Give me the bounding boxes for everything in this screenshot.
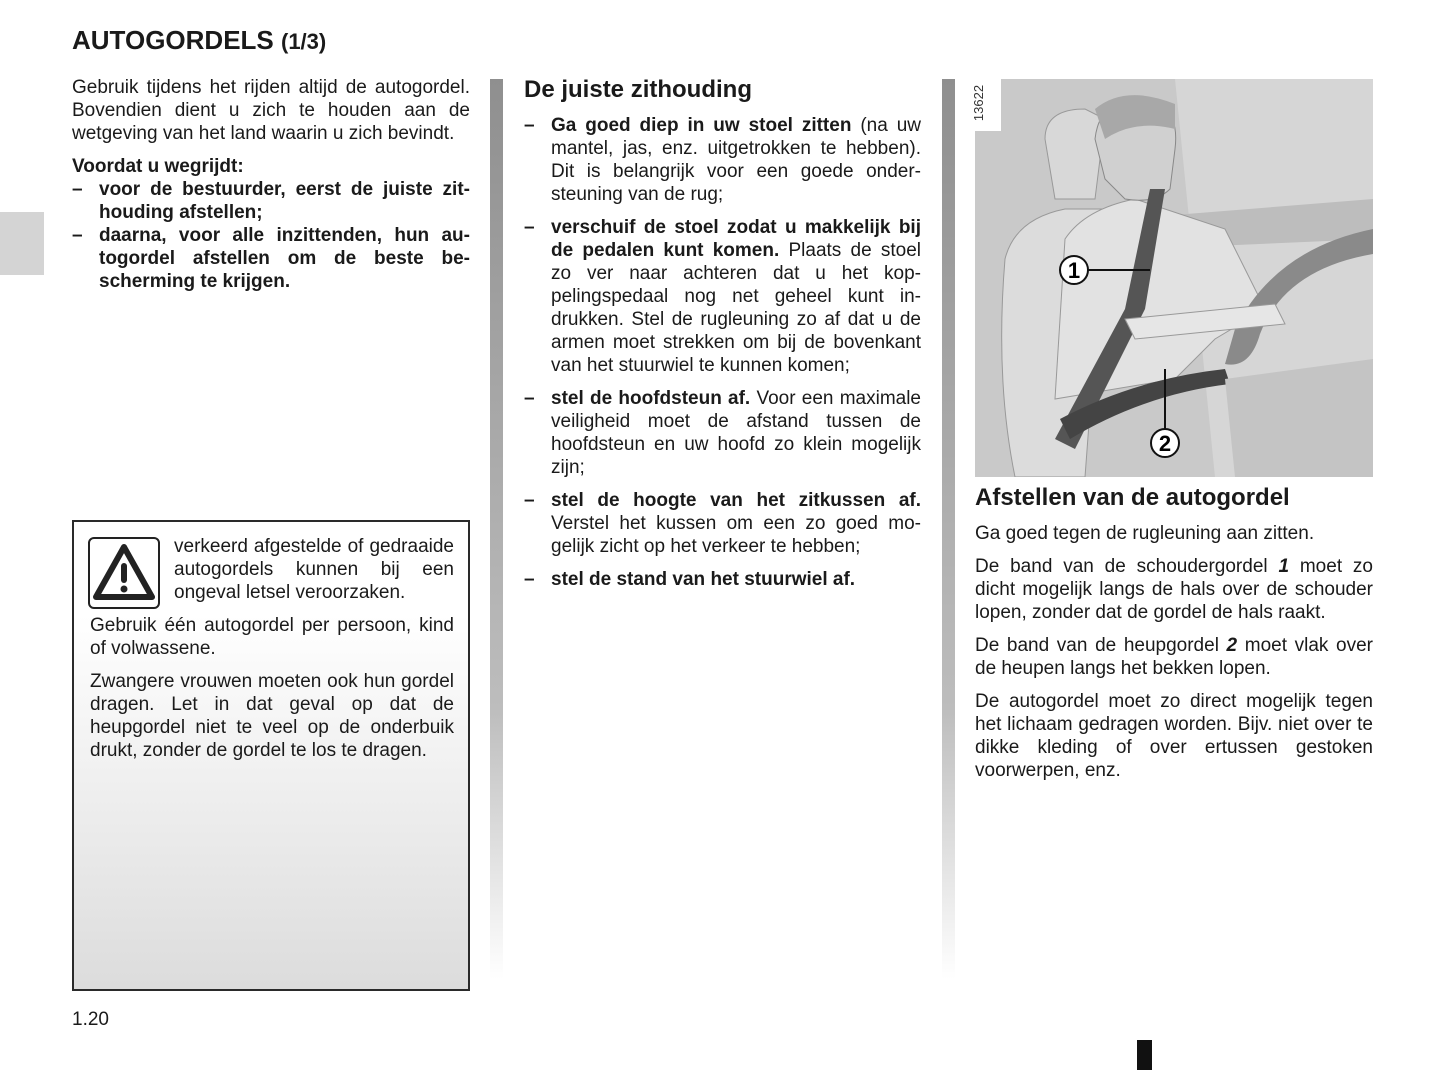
end-marker: [1137, 1040, 1152, 1070]
section-tab: [0, 212, 44, 275]
title-part: (1/3): [281, 29, 327, 54]
item-text: Plaats de stoel zo ver naar achteren dat u het koppelingspedaal nog net geheel kunt indrukken. Stel de rugleuning zo af dat u de armen moet strekken om bij de bovenkant van het stuurwiel te kunnen komen;: [551, 240, 921, 376]
dash: –: [524, 217, 535, 238]
paragraph: Ga goed tegen de rugleuning aan zitten.: [975, 523, 1315, 544]
list-item: [524, 489, 921, 558]
item-bold: stel de stand van het stuurwiel af.: [551, 569, 856, 590]
right-column: [975, 484, 1373, 792]
seatbelt-illustration: [975, 79, 1373, 477]
item-bold: stel de hoofdsteun af.: [551, 388, 751, 409]
title-text: AUTOGORDELS: [72, 25, 274, 55]
column-divider: [490, 79, 503, 979]
list-item: [72, 224, 470, 293]
dash: –: [524, 490, 535, 511]
warning-box: [72, 520, 470, 991]
item-text: voor de bestuurder, eerst de juiste zithouding afstellen;: [99, 179, 470, 223]
dash: –: [72, 179, 83, 200]
paragraph: De autogordel moet zo direct mogelijk tegen het lichaam gedragen worden. Bijv. niet over te dikke kleding of over ertussen gestoken voorwerpen, enz.: [975, 691, 1373, 781]
item-text: (na uw mantel, jas, enz. uitgetrokken te hebben). Dit is belangrijk voor een goede ondersteuning van de rug;: [551, 115, 921, 205]
list-item: [524, 387, 921, 479]
list-item: [524, 568, 921, 591]
item-text: Voor een maximale veiligheid moet de afstand tussen de hoofdsteun en uw hoofd zo klein mogelijk zijn;: [551, 388, 921, 478]
middle-column: [524, 76, 921, 601]
warning-lead: verkeerd afgestelde of gedraaide autogordels kunnen bij een ongeval letsel veroorzaken.: [174, 536, 454, 603]
callout-1: 1: [1067, 258, 1081, 283]
text: De band van de heupgordel: [975, 635, 1227, 656]
text: moet vlak over de heupen langs het bekken lopen.: [975, 635, 1373, 679]
ref-2: 2: [1226, 635, 1238, 656]
before-heading: Voordat u wegrijdt:: [72, 156, 244, 177]
list-item: [524, 114, 921, 206]
warning-paragraph: Zwangere vrouwen moeten ook hun gordel dragen. Let in dat geval op dat de heupgordel niet te veel op de onderbuik drukt, zonder de gordel te los te dragen.: [90, 671, 454, 761]
dash: –: [72, 225, 83, 246]
dash: –: [524, 388, 535, 409]
ref-1: 1: [1278, 556, 1290, 577]
figure-number: [971, 79, 1001, 131]
section-heading: Afstellen van de autogordel: [975, 484, 1290, 511]
callout-2: 2: [1158, 431, 1172, 456]
list-item: [72, 178, 470, 224]
paragraph: [975, 555, 1373, 624]
item-text: daarna, voor alle inzittenden, hun autogordel afstellen om de beste bescherming te krijgen.: [99, 225, 470, 292]
section-heading: De juiste zithouding: [524, 76, 752, 103]
dash: –: [524, 569, 535, 590]
intro-paragraph: Gebruik tijdens het rijden altijd de autogordel. Bovendien dient u zich te houden aan de wetgeving van het land waarin u zich bevindt.: [72, 77, 470, 144]
list-item: [524, 216, 921, 377]
text: moet zo dicht mogelijk langs de hals over de schouder lopen, zonder dat de gordel de hals raakt.: [975, 556, 1373, 623]
warning-paragraph: Gebruik één autogordel per persoon, kind of volwassene.: [90, 615, 454, 659]
left-column: [72, 76, 470, 303]
text: De band van de schoudergordel: [975, 556, 1279, 577]
page-title: [72, 24, 326, 58]
paragraph: [975, 634, 1373, 680]
item-text: Verstel het kussen om een zo goed mogelijk zicht op het verkeer te hebben;: [551, 513, 921, 557]
item-bold: stel de hoogte van het zitkussen af.: [551, 490, 921, 511]
column-divider: [942, 79, 955, 979]
item-bold: verschuif de stoel zodat u makkelijk bij de pedalen kunt komen.: [551, 217, 921, 261]
page-number: 1.20: [72, 1009, 109, 1030]
dash: –: [524, 115, 535, 136]
figure-number-text: 13622: [971, 84, 987, 122]
item-bold: Ga goed diep in uw stoel zitten: [551, 115, 852, 136]
